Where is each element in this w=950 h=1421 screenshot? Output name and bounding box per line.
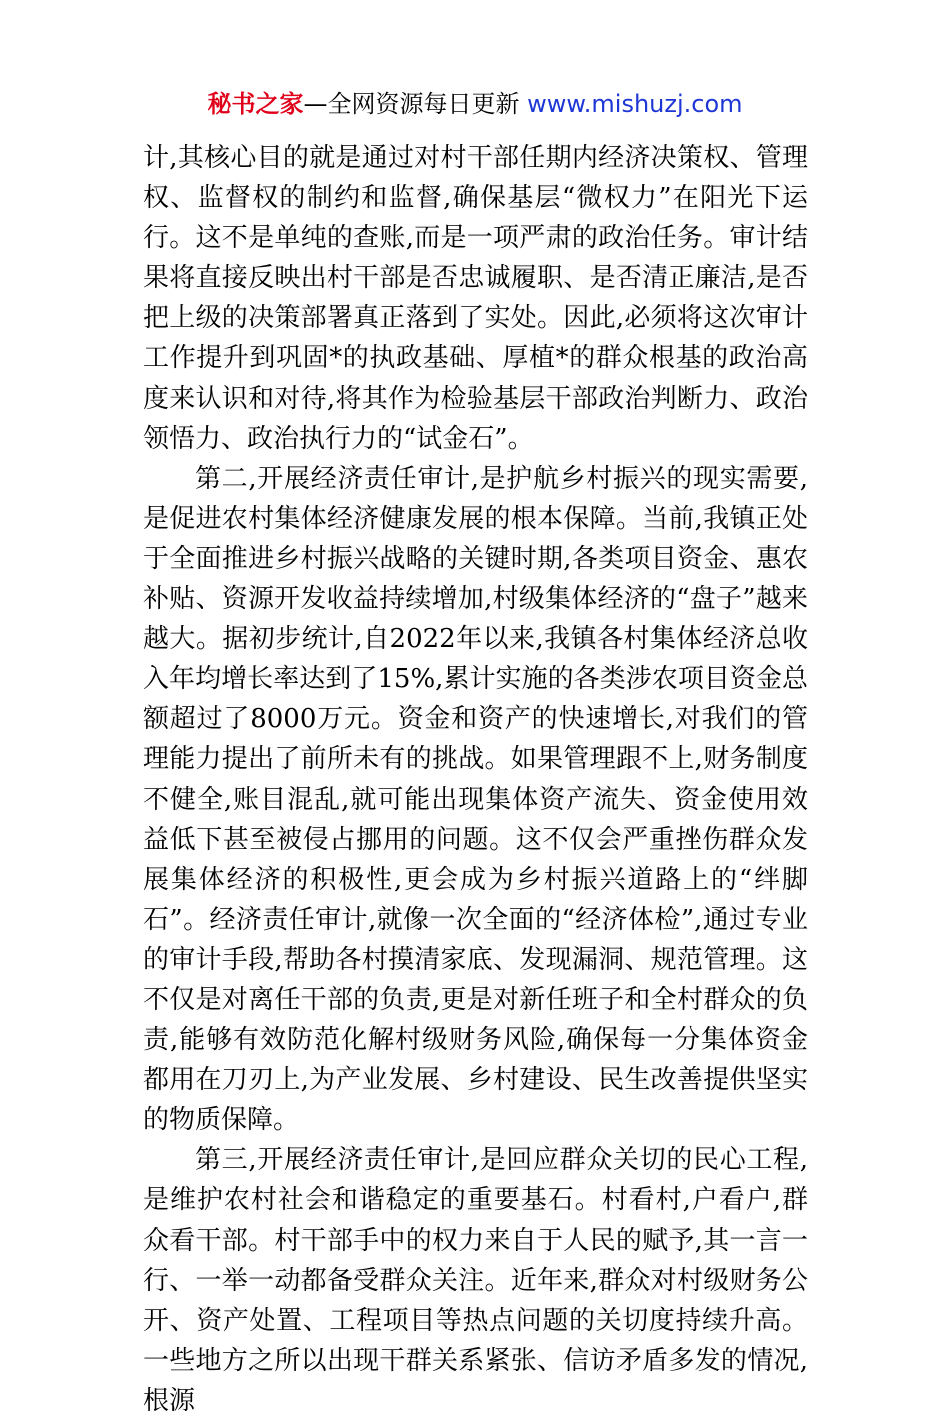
document-body: [143, 138, 808, 1421]
paragraph-second: 第二,开展经济责任审计,是护航乡村振兴的现实需要,是促进农村集体经济健康发展的根本保障。当前,我镇正处于全面推进乡村振兴战略的关键时期,各类项目资金、惠农补贴、资源开发收益持续增加,村级集体经济的“盘子”越来越大。据初步统计,自2022年以来,我镇各村集体经济总收入年均增长率达到了15%,累计实施的各类涉农项目资金总额超过了8000万元。资金和资产的快速增长,对我们的管理能力提出了前所未有的挑战。如果管理跟不上,财务制度不健全,账目混乱,就可能出现集体资产流失、资金使用效益低下甚至被侵占挪用的问题。这不仅会严重挫伤群众发展集体经济的积极性,更会成为乡村振兴道路上的“绊脚石”。经济责任审计,就像一次全面的“经济体检”,通过专业的审计手段,帮助各村摸清家底、发现漏洞、规范管理。这不仅是对离任干部的负责,更是对新任班子和全村群众的负责,能够有效防范化解村级财务风险,确保每一分集体资金都用在刀刃上,为产业发展、乡村建设、民生改善提供坚实的物质保障。: [143, 463, 808, 1136]
header-url-link[interactable]: www.mishuzj.com: [527, 90, 743, 118]
header-dash: —: [303, 90, 328, 118]
paragraph-continued: 计,其核心目的就是通过对村干部任期内经济决策权、管理权、监督权的制约和监督,确保基层“微权力”在阳光下运行。这不是单纯的查账,而是一项严肃的政治任务。审计结果将直接反映出村干部是否忠诚履职、是否清正廉洁,是否把上级的决策部署真正落到了实处。因此,必须将这次审计工作提升到巩固*的执政基础、厚植*的群众根基的政治高度来认识和对待,将其作为检验基层干部政治判断力、政治领悟力、政治执行力的“试金石”。: [143, 143, 808, 454]
page-header: [0, 86, 950, 122]
brand-name: 秘书之家: [207, 90, 304, 118]
header-slogan: 全网资源每日更新: [327, 90, 520, 118]
paragraph-third: 第三,开展经济责任审计,是回应群众关切的民心工程,是维护农村社会和谐稳定的重要基石。村看村,户看户,群众看干部。村干部手中的权力来自于人民的赋予,其一言一行、一举一动都备受群众关注。近年来,群众对村级财务公开、资产处置、工程项目等热点问题的关切度持续升高。一些地方之所以出现干群关系紧张、信访矛盾多发的情况,根源: [143, 1145, 808, 1416]
